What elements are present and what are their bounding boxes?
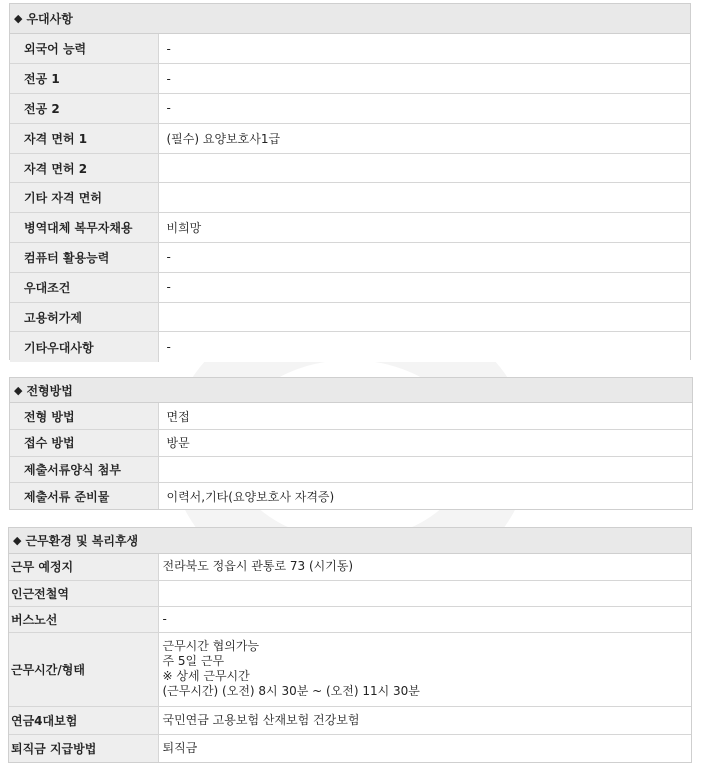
row-value (158, 580, 691, 606)
table-row (9, 734, 691, 762)
row-value: 방문 (158, 430, 692, 457)
row-label: 전공 1 (10, 64, 158, 94)
row-label: 제출서류양식 첨부 (10, 456, 158, 483)
value-line: 주 5일 근무 (162, 654, 225, 668)
row-value: 이력서,기타(요양보호사 자격증) (158, 483, 692, 510)
table-row (10, 302, 690, 332)
row-value (158, 606, 691, 632)
row-label: 자격 면허 2 (10, 153, 158, 183)
row-value (158, 456, 692, 483)
row-label: 고용허가제 (10, 302, 158, 332)
row-label: 컴퓨터 활용능력 (10, 243, 158, 273)
value-line: 퇴직금 (162, 740, 198, 755)
row-label: 퇴직금 지급방법 (9, 734, 158, 762)
selection-title: 전형방법 (26, 383, 73, 398)
row-value (158, 153, 690, 183)
row-value (158, 706, 691, 734)
workplace-section (8, 527, 692, 763)
value-line: 국민연금 고용보험 산재보험 건강보험 (162, 712, 360, 727)
table-row (9, 580, 691, 606)
preferences-section (9, 3, 691, 360)
value-line: - (162, 611, 167, 626)
row-value (158, 632, 691, 706)
selection-table (10, 403, 692, 509)
table-row (10, 430, 692, 457)
row-value: - (158, 34, 690, 64)
row-label: 기타 자격 면허 (10, 183, 158, 213)
row-value: - (158, 272, 690, 302)
row-value (158, 183, 690, 213)
row-label: 전형 방법 (10, 403, 158, 430)
row-label: 제출서류 준비물 (10, 483, 158, 510)
table-row (10, 483, 692, 510)
row-label: 근무 예정지 (9, 554, 158, 580)
row-label: 근무시간/형태 (9, 632, 158, 706)
table-row (10, 34, 690, 64)
table-row (10, 403, 692, 430)
row-value: (필수) 요양보호사1급 (158, 123, 690, 153)
row-label: 우대조건 (10, 272, 158, 302)
table-row (10, 153, 690, 183)
preferences-header (10, 4, 690, 34)
selection-header (10, 378, 692, 403)
row-value: - (158, 94, 690, 124)
row-value: 면접 (158, 403, 692, 430)
table-row (10, 243, 690, 273)
row-label: 자격 면허 1 (10, 123, 158, 153)
row-value: 비희망 (158, 213, 690, 243)
table-row (10, 94, 690, 124)
row-value (158, 734, 691, 762)
table-row (10, 64, 690, 94)
table-row (9, 554, 691, 580)
value-line: ※ 상세 근무시간 (162, 669, 250, 683)
row-label: 버스노선 (9, 606, 158, 632)
preferences-table (10, 34, 690, 362)
workplace-header (9, 528, 691, 554)
table-row (10, 213, 690, 243)
diamond-bullet-icon: ◆ (14, 12, 23, 25)
table-row (10, 272, 690, 302)
value-line: 전라북도 정읍시 관통로 73 (시기동) (162, 559, 354, 574)
row-value (158, 554, 691, 580)
table-row (9, 706, 691, 734)
row-value: - (158, 243, 690, 273)
table-row (10, 456, 692, 483)
workplace-table (9, 554, 691, 762)
table-row (10, 183, 690, 213)
selection-section (9, 377, 693, 510)
row-label: 외국어 능력 (10, 34, 158, 64)
row-label: 병역대체 복무자채용 (10, 213, 158, 243)
workplace-title: 근무환경 및 복리후생 (25, 534, 139, 548)
table-row (10, 332, 690, 362)
row-value: - (158, 332, 690, 362)
row-label: 연금4대보험 (9, 706, 158, 734)
value-line: (근무시간) (오전) 8시 30분 ~ (오전) 11시 30분 (162, 684, 420, 698)
row-label: 인근전철역 (9, 580, 158, 606)
row-value (158, 302, 690, 332)
row-value: - (158, 64, 690, 94)
diamond-bullet-icon: ◆ (13, 534, 22, 547)
row-label: 기타우대사항 (10, 332, 158, 362)
table-row (9, 606, 691, 632)
row-label: 전공 2 (10, 94, 158, 124)
table-row (9, 632, 691, 706)
row-label: 접수 방법 (10, 430, 158, 457)
table-row (10, 123, 690, 153)
diamond-bullet-icon: ◆ (14, 383, 23, 397)
value-line: 근무시간 협의가능 (162, 639, 260, 653)
preferences-title: 우대사항 (26, 12, 73, 26)
